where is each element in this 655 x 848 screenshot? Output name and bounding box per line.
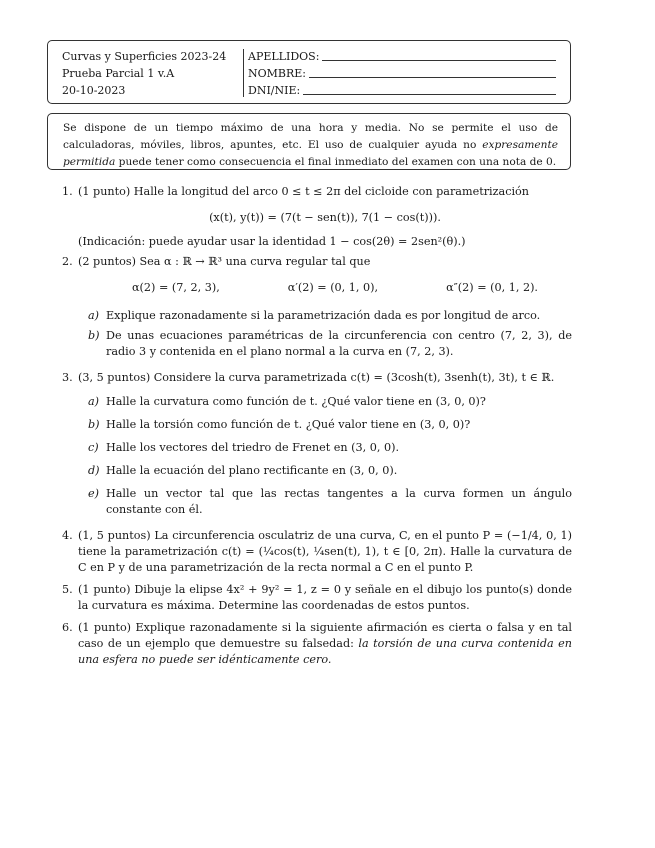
question-5 <box>62 582 572 614</box>
subquestion: a) Halle la curvatura como función de t. ¿Qué valor tiene en (3, 0, 0)? <box>88 395 486 408</box>
exam-name: Prueba Parcial 1 v.A <box>62 67 175 80</box>
equation: α″(2) = (0, 1, 2). <box>446 281 538 294</box>
subquestion: d) Halle la ecuación del plano rectificante en (3, 0, 0). <box>88 464 398 477</box>
header-student-fields <box>248 48 556 99</box>
subquestion: b) Halle la torsión como función de t. ¿Qué valor tiene en (3, 0, 0)? <box>88 418 471 431</box>
equation: α(2) = (7, 2, 3), <box>132 281 220 294</box>
question-text: (2 puntos) Sea α : ℝ → ℝ³ una curva regular tal que <box>78 255 371 268</box>
question-1 <box>62 184 572 250</box>
subquestion: b) De unas ecuaciones paramétricas de la circunferencia con centro (7, 2, 3), de radio 3 y contenida en el plano normal a la curva en (7, 2, 3). <box>88 329 572 358</box>
question-text: (1 punto) Explique razonadamente si la siguiente afirmación es cierta o falsa y en tal caso de un ejemplo que demuestre su falsedad: la torsión de una curva contenida en una esfera no puede ser idénticamente cero. <box>78 621 573 666</box>
question-text: (1 punto) Halle la longitud del arco 0 ≤ t ≤ 2π del cicloide con parametrización <box>78 185 529 198</box>
equation: (x(t), y(t)) = (7(t − sen(t)), 7(1 − cos(t))). <box>209 211 441 224</box>
header-box <box>47 40 571 104</box>
question-number: 3. <box>62 371 73 384</box>
question-number: 6. <box>62 621 73 634</box>
question-6 <box>62 620 572 668</box>
rules-text: Se dispone de un tiempo máximo de una hora y media. No se permite el uso de calculadoras, móviles, libros, apuntes, etc. El uso de cualquier ayuda no expresamente permitida puede tener como consecuencia el final inmediato del examen con una nota de 0. <box>63 122 558 168</box>
id-field[interactable] <box>248 82 556 99</box>
subquestion: a) Explique razonadamente si la parametrización dada es por longitud de arco. <box>88 309 541 322</box>
exam-date: 20-10-2023 <box>62 84 126 97</box>
name-field[interactable] <box>248 65 556 82</box>
rules-box <box>47 113 571 170</box>
subquestion: c) Halle los vectores del triedro de Frenet en (3, 0, 0). <box>88 441 400 454</box>
question-text: (3, 5 puntos) Considere la curva parametrizada c(t) = (3cosh(t), 3senh(t), 3t), t ∈ ℝ. <box>78 371 555 384</box>
header-divider <box>243 49 244 97</box>
question-4 <box>62 528 572 576</box>
header-course-info <box>62 48 240 99</box>
subquestion: e) Halle un vector tal que las rectas tangentes a la curva formen un ángulo constante con él. <box>88 487 572 516</box>
course-name: Curvas y Superficies 2023-24 <box>62 50 227 63</box>
question-2 <box>62 254 572 360</box>
equation-row <box>78 280 572 296</box>
equation: α′(2) = (0, 1, 0), <box>287 281 379 294</box>
surname-field[interactable] <box>248 48 556 65</box>
id-label: DNI/NIE: <box>248 84 301 97</box>
name-label: NOMBRE: <box>248 67 307 80</box>
question-list <box>62 184 572 674</box>
surname-label: APELLIDOS: <box>248 50 320 63</box>
surname-blank[interactable] <box>322 60 556 61</box>
id-blank[interactable] <box>303 94 556 95</box>
name-blank[interactable] <box>309 77 556 78</box>
question-number: 4. <box>62 529 73 542</box>
question-text: (1 punto) Dibuje la elipse 4x² + 9y² = 1, z = 0 y señale en el dibujo los punto(s) donde la curvatura es máxima. Determine las coordenadas de estos puntos. <box>78 583 572 612</box>
question-number: 2. <box>62 255 73 268</box>
question-number: 5. <box>62 583 73 596</box>
question-number: 1. <box>62 185 73 198</box>
question-3 <box>62 370 572 518</box>
question-text: (1, 5 puntos) La circunferencia osculatriz de una curva, C, en el punto P = (−1/4, 0, 1) tiene la parametrización c(t) = (¼cos(t), ¼sen(t), 1), t ∈ [0, 2π). Halle la curvatura de C en P y de una parametrización de la recta normal a C en el punto P. <box>78 529 572 574</box>
hint: (Indicación: puede ayudar usar la identidad 1 − cos(2θ) = 2sen²(θ).) <box>78 235 466 248</box>
